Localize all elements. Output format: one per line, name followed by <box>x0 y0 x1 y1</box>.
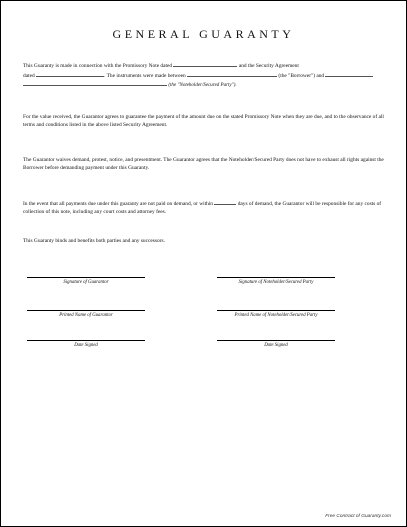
guarantor-signature-label: Signature of Guarantor <box>63 280 109 285</box>
paragraph-collection <box>23 199 395 216</box>
paragraph-guarantee: For the value received, the Guarantor agrees to guarantee the payment of the amount due on the stated Promissory Note when they are due, and to the observance of all terms and conditions listed in the above listed Security Agreement. <box>23 114 384 128</box>
noteholder-date-line[interactable] <box>217 340 335 341</box>
noteholder-printed-name-line[interactable] <box>217 310 335 311</box>
guarantor-date-label: Date Signed <box>74 343 98 348</box>
paragraph-collection-a: In the event that all payments due under this guaranty are not paid on demand, or within <box>23 201 213 207</box>
guarantor-date-line[interactable] <box>27 340 145 341</box>
noteholder-signature-line[interactable] <box>217 277 335 278</box>
agreement-date-blank[interactable] <box>36 71 104 77</box>
borrower-name-blank[interactable] <box>187 71 277 77</box>
intro-line1-a: This Guaranty is made in connection with the Promissory Note dated <box>23 63 173 69</box>
noteholder-name-continued-blank[interactable] <box>23 80 167 86</box>
paragraph-collection-b: days of demand, the Guarantor will be responsible for any costs of collection of this note, including any court costs and attorney fees. <box>23 201 382 215</box>
paragraph-waiver: The Guarantor waives demand, protest, notice, and presentment. The Guarantor agrees that the Noteholder/Secured Party does not have to exhaust all rights against the Borrower before demanding payment under this Guaranty. <box>23 157 384 171</box>
noteholder-signature-label: Signature of Noteholder/Secured Party <box>238 280 314 285</box>
noteholder-date-label: Date Signed <box>264 343 288 348</box>
intro-line2-a: dated <box>23 72 35 79</box>
document-title: GENERAL GUARANTY <box>112 27 295 41</box>
footer-credit: Free Contract of Guaranty.com <box>325 514 391 519</box>
paragraph-binding: This Guaranty binds and benefits both parties and any successors. <box>23 238 165 244</box>
guarantor-printed-name-line[interactable] <box>27 310 145 311</box>
days-blank[interactable] <box>214 199 236 205</box>
guarantor-signature-line[interactable] <box>27 277 145 278</box>
intro-line1-b: and the Security Agreement <box>238 63 299 69</box>
intro-line3: (the "Noteholder/Secured Party"). <box>168 83 237 89</box>
noteholder-name-blank[interactable] <box>325 71 373 77</box>
intro-paragraph <box>23 61 395 90</box>
intro-line2-b: . The instruments were made between <box>104 72 186 79</box>
note-date-blank[interactable] <box>173 61 237 67</box>
intro-line2-c: (the "Borrower") and <box>278 72 325 79</box>
guarantor-printed-name-label: Printed Name of Guarantor <box>59 313 113 318</box>
noteholder-printed-name-label: Printed Name of Noteholder/Secured Party <box>234 313 318 318</box>
